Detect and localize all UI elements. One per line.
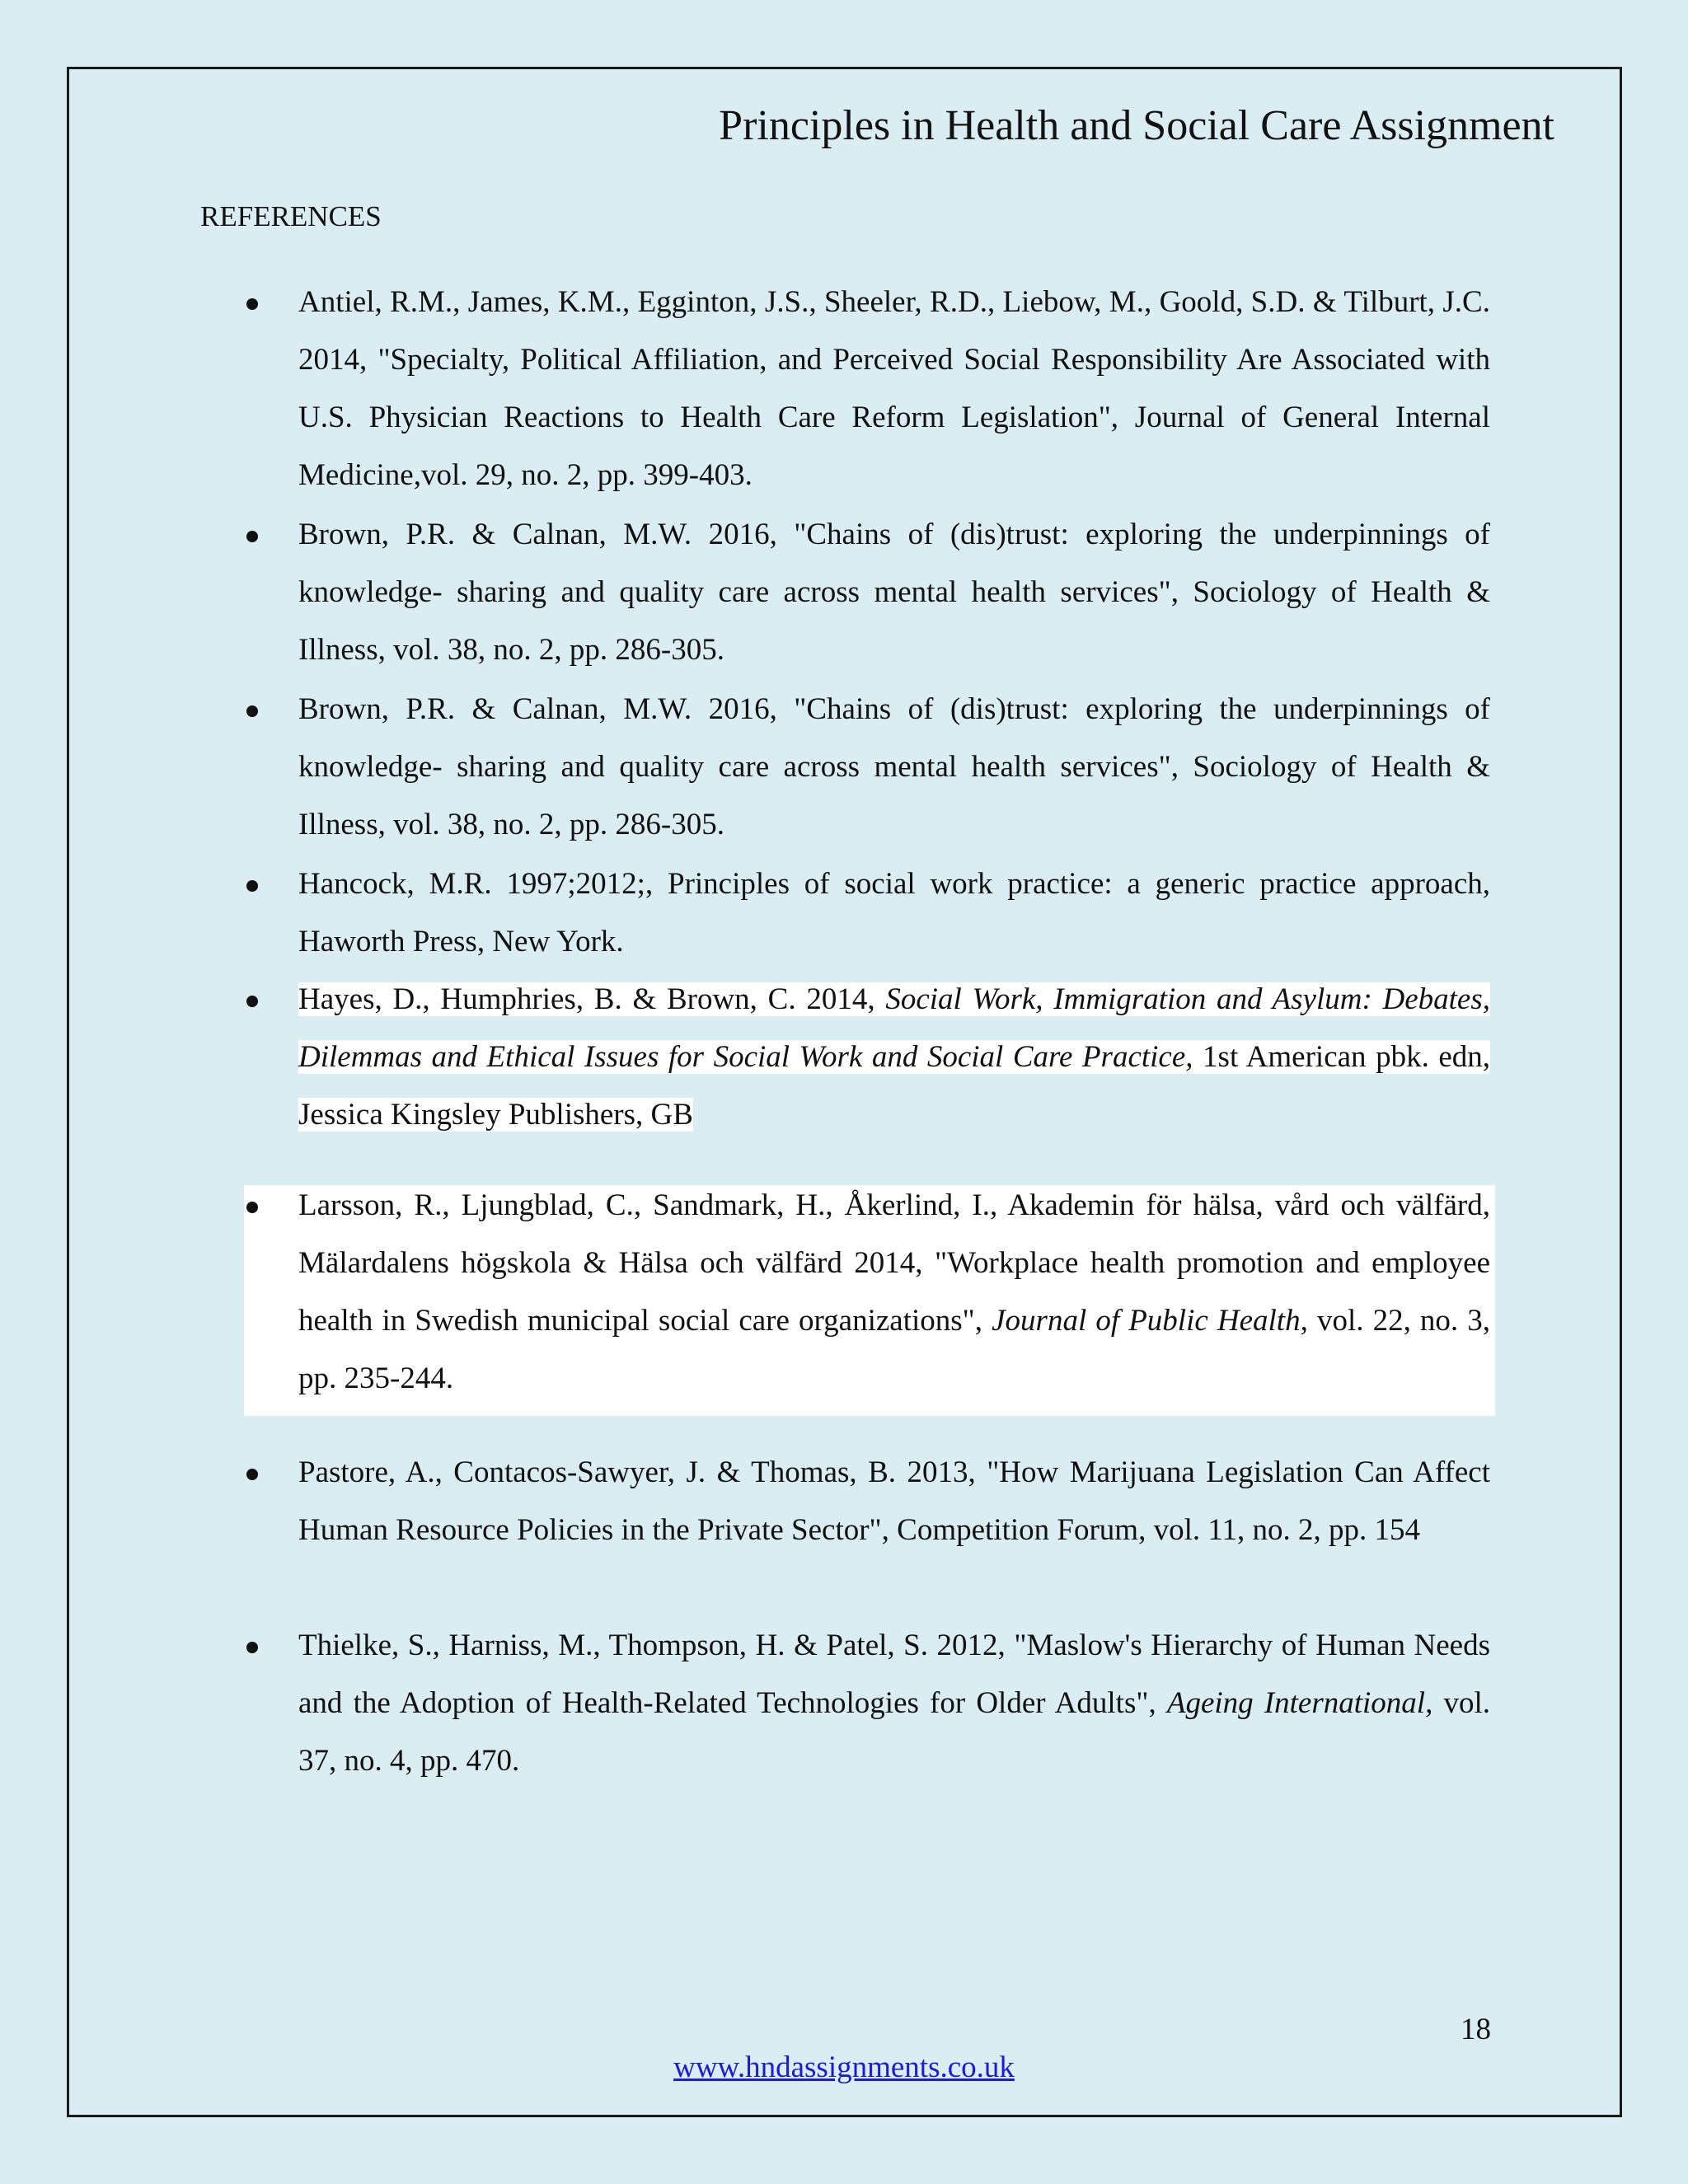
bullet-icon [246,705,258,717]
page-number: 18 [1461,2013,1491,2046]
references-heading: REFERENCES [200,200,382,232]
reference-text: Brown, P.R. & Calnan, M.W. 2016, "Chains of (dis)trust: exploring the underpinnings of knowledge- sharing and quality care across mental health services", Sociology of Health & Illness, vol. 38, no. 2, pp. 286-305. [298,518,1490,667]
bullet-icon [246,531,258,542]
bullet-icon [246,1642,258,1653]
document-title: Principles in Health and Social Care Assignment [719,102,1554,149]
reference-text: Larsson, R., Ljungblad, C., Sandmark, H., Åkerlind, I., Akademin för hälsa, vård och välfärd, Mälardalens högskola & Hälsa och välfärd 2014, "Workplace health promotion and employee health in Swedish municipal social care organizations", Journal of Public Health, vol. 22, no. 3, pp. 235-244. [298,1188,1491,1395]
bullet-icon [246,996,258,1007]
reference-text: Thielke, S., Harniss, M., Thompson, H. & Patel, S. 2012, "Maslow's Hierarchy of Human Needs and the Adoption of Health-Related Technologies for Older Adults", Ageing International, vol. 37, no. 4, pp. 470. [298,1629,1490,1778]
reference-text: Brown, P.R. & Calnan, M.W. 2016, "Chains of (dis)trust: exploring the underpinnings of knowledge- sharing and quality care across mental health services", Sociology of Health & Illness, vol. 38, no. 2, pp. 286-305. [298,692,1490,841]
bullet-icon [246,880,258,892]
reference-text: Pastore, A., Contacos-Sawyer, J. & Thomas, B. 2013, "How Marijuana Legislation Can Affect Human Resource Policies in the Private Sector", Competition Forum, vol. 11, no. 2, pp. 154 [298,1455,1490,1547]
bullet-icon [246,298,258,310]
bullet-icon [246,1202,258,1213]
reference-text: Antiel, R.M., James, K.M., Egginton, J.S., Sheeler, R.D., Liebow, M., Goold, S.D. & Tilburt, J.C. 2014, "Specialty, Political Affiliation, and Perceived Social Responsibility Are Associated with U.S. Physician Reactions to Health Care Reform Legislation", Journal of General Internal Medicine,vol. 29, no. 2, pp. 399-403. [298,285,1490,492]
reference-text: Hancock, M.R. 1997;2012;, Principles of social work practice: a generic practice approach, Haworth Press, New York. [298,867,1490,958]
reference-text: Hayes, D., Humphries, B. & Brown, C. 2014, Social Work, Immigration and Asylum: Debates, Dilemmas and Ethical Issues for Social Work and Social Care Practice, 1st American pbk. edn, Jessica Kingsley Publishers, GB [298,982,1491,1132]
bullet-icon [246,1469,258,1480]
footer-website-link[interactable]: www.hndassignments.co.uk [673,2050,1015,2084]
